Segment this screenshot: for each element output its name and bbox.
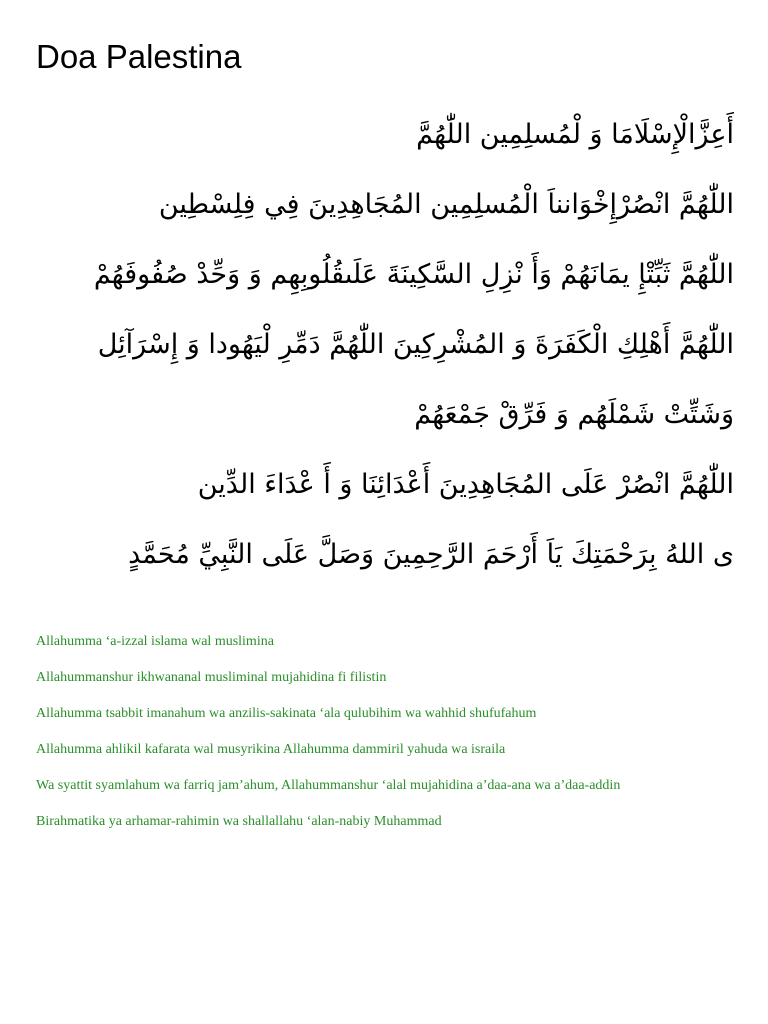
arabic-line: أَعِزَّالْإِسْلَامَا وَ لْمُسلِمِين اللّٰهُمَّ xyxy=(416,119,734,150)
arabic-prayer-text xyxy=(34,100,734,590)
transliteration-line: Allahumma ‘a-izzal islama wal muslimina xyxy=(36,634,274,649)
arabic-line: اللّٰهُمَّ انْصُرْإِخْوَانناَ الْمُسلِمِين المُجَاهِدِينَ فِي فِلِسْطِين xyxy=(158,189,734,220)
page-title: Doa Palestina xyxy=(36,38,242,75)
transliteration-line: Allahumma ahlikil kafarata wal musyrikina Allahumma dammiril yahuda wa israila xyxy=(36,742,506,757)
transliteration-line: Birahmatika ya arhamar-rahimin wa shallallahu ‘alan-nabiy Muhammad xyxy=(36,814,442,829)
transliteration-line: Wa syattit syamlahum wa farriq jam’ahum, Allahummanshur ‘alal mujahidina a’daa-ana wa a’daa-addin xyxy=(36,778,621,793)
arabic-line: اللّٰهُمَّ انْصُرْ عَلَى المُجَاهِدِينَ أَعْدَائِنَا وَ أَ عْدَاءَ الدِّين xyxy=(197,469,734,500)
arabic-line: اللّٰهُمَّ أَهْلِكِ الْكَفَرَةَ وَ المُشْرِكِينَ اللّٰهُمَّ دَمِّرِ لْيَهُودا وَ إِسْرَآئِل xyxy=(97,329,734,360)
arabic-line: وَشَتِّتْ شَمْلَهُم وَ فَرِّقْ جَمْعَهُمْ xyxy=(414,399,734,430)
transliteration-line: Allahumma tsabbit imanahum wa anzilis-sakinata ‘ala qulubihim wa wahhid shufufahum xyxy=(36,706,537,721)
arabic-line: ى اللهُ بِرَحْمَتِكَ يَاَ أَرْحَمَ الرَّحِمِينَ وَصَلَّ عَلَى النَّبِيِّ مُحَمَّدٍ xyxy=(128,539,734,570)
transliteration-text xyxy=(36,632,736,848)
transliteration-line: Allahummanshur ikhwananal musliminal mujahidina fi filistin xyxy=(36,670,387,685)
arabic-line: اللّٰهُمَّ ثَبِّتْإِ يمَانَهُمْ وَأَ نْزِلِ السَّكِينَةَ عَلَىقُلُوبِهِم وَ وَحِّدْ صُفُوفَهُمْ xyxy=(93,259,734,290)
